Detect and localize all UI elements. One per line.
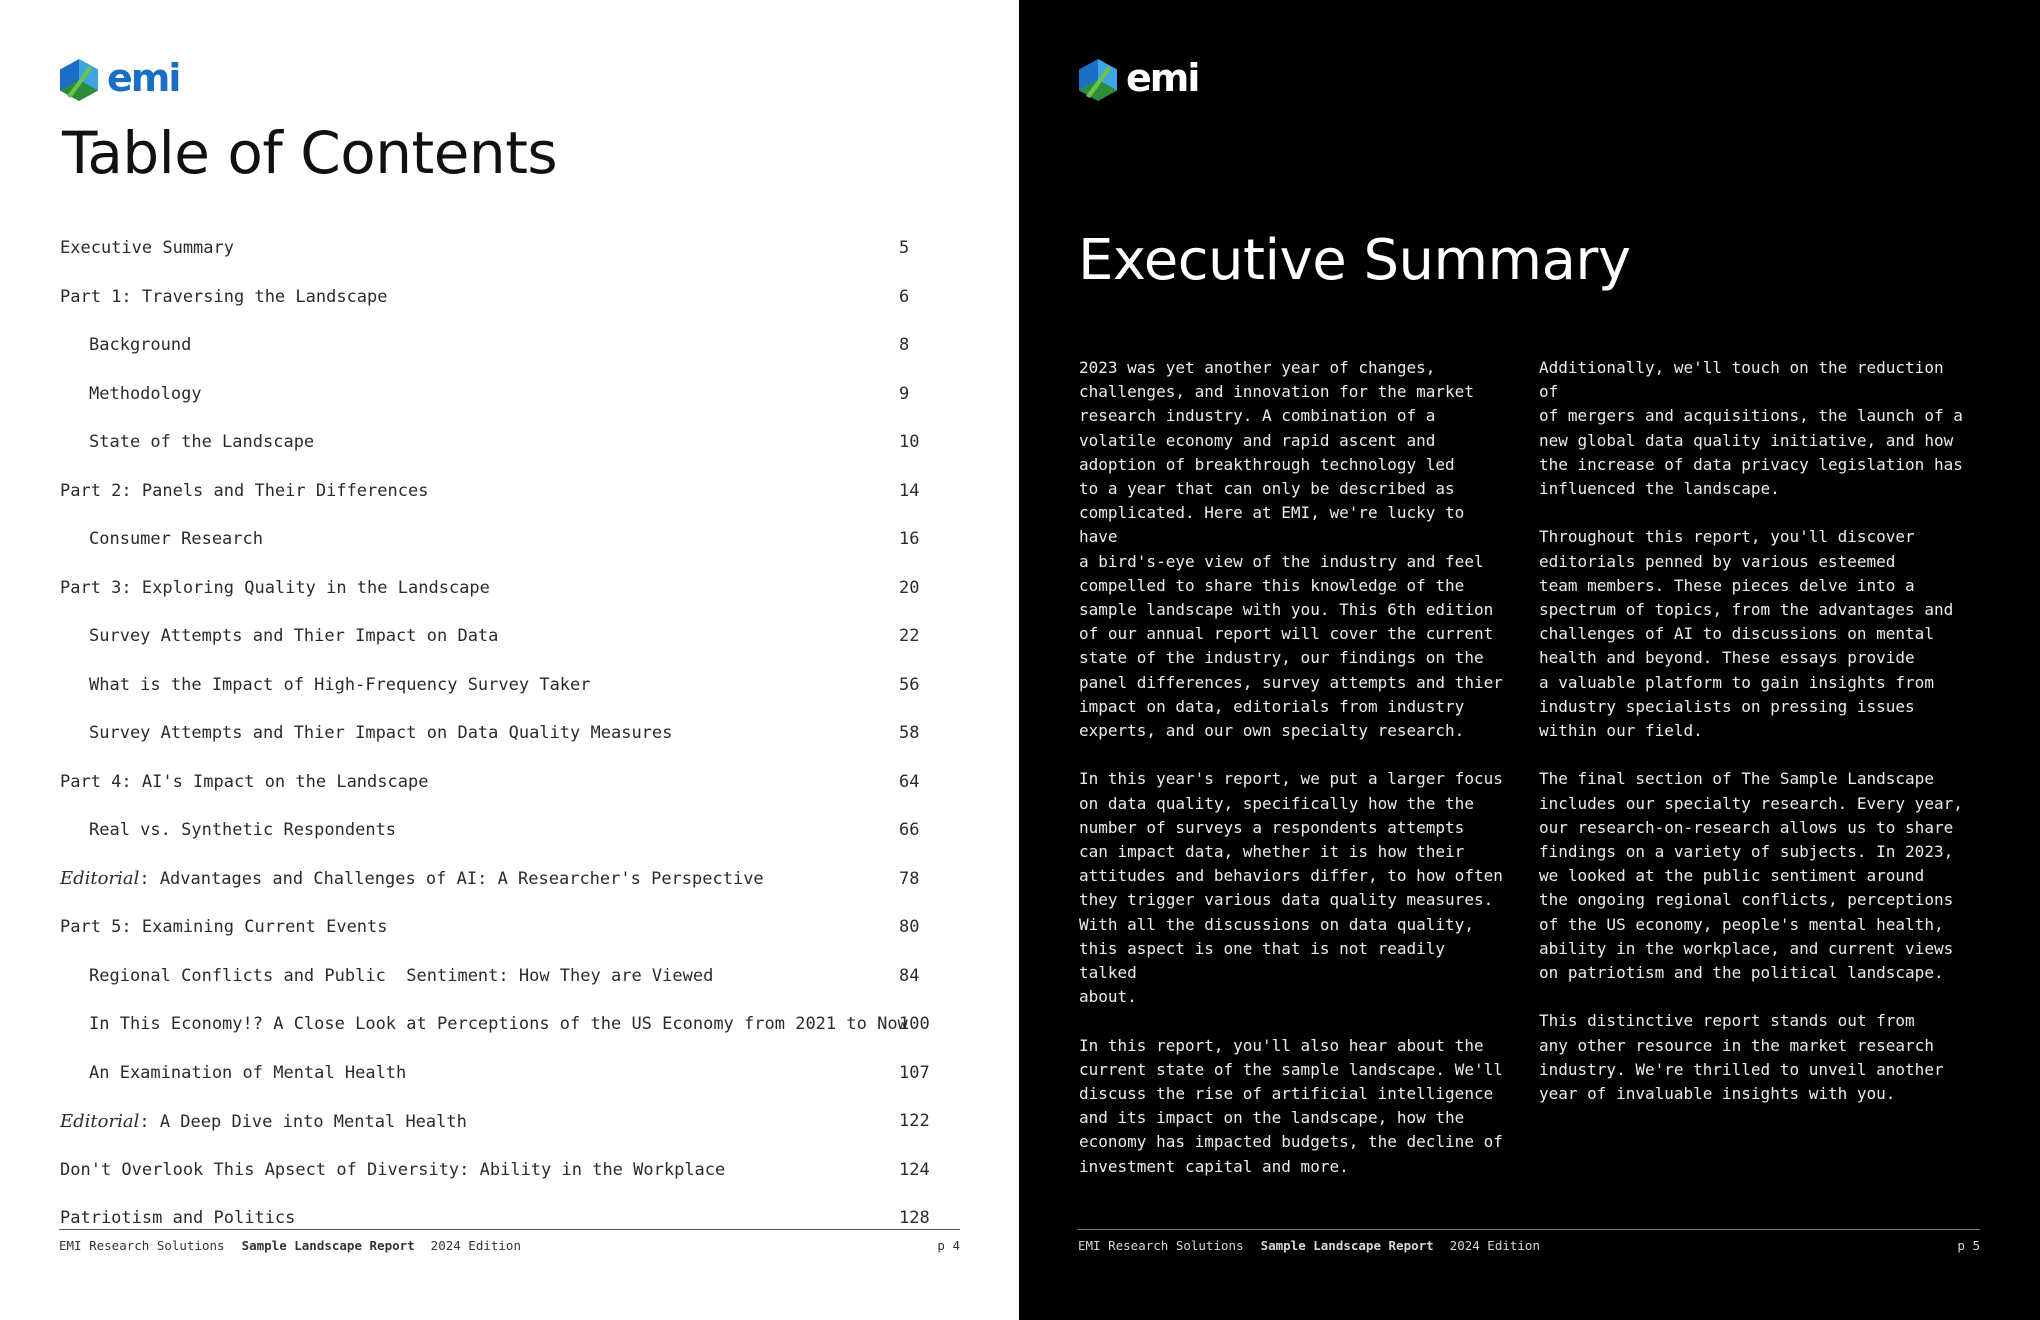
toc-entry-label: Part 1: Traversing the Landscape [60,286,388,307]
toc-entry-label: Real vs. Synthetic Respondents [89,820,397,841]
toc-entry-label: Patriotism and Politics [60,1208,296,1229]
toc-entry[interactable] [60,467,940,516]
toc-entry[interactable] [60,564,940,613]
summary-paragraph: Throughout this report, you'll discover editorials penned by various esteemed team members. These pieces delve into a spectrum of topics, from the advantages and challenges of AI to discussions on mental health and beyond. These essays provide a valuable platform to gain insights from industry specialists on pressing issues within our field. [1539,527,1954,741]
toc-subentry[interactable] [60,418,940,467]
page-footer [1078,1229,1980,1252]
toc-entry-page: 16 [899,529,920,550]
emi-hexagon-icon [59,58,99,102]
toc-subentry[interactable] [60,661,940,710]
toc-entry-page: 124 [899,1159,930,1180]
summary-column-left [1079,356,1509,1203]
toc-subentry[interactable] [60,370,940,419]
page-footer [59,1229,960,1252]
toc-entry-label: Consumer Research [89,529,263,550]
logo-wordmark: emi [1126,56,1199,100]
toc-entry-page: 78 [899,868,920,889]
summary-paragraph: This distinctive report stands out from any other resource in the market research industry. We're thrilled to unveil another year of invaluable insights with you. [1539,1011,1944,1104]
toc-entry-page: 122 [899,1111,930,1132]
toc-entry-label: What is the Impact of High-Frequency Survey Taker [89,674,591,695]
summary-column-right [1539,356,1969,1130]
summary-paragraph: The final section of The Sample Landscape includes our specialty research. Every year, our research-on-research allows us to share findings on a variety of subjects. In 2023, we looked at the public sentiment around the ongoing regional conflicts, perceptions of the US economy, people's mental health, ability in the workplace, and current views on patriotism and the political landscape. [1539,769,1963,983]
toc-subentry[interactable] [60,1000,940,1049]
toc-entry-page: 58 [899,723,920,744]
footer-page-number: p 5 [1957,1238,1980,1253]
toc-entry-label: Part 5: Examining Current Events [60,917,388,938]
toc-entry-label: Methodology [89,383,202,404]
toc-entry-page: 6 [899,286,910,307]
footer-edition: 2024 Edition [1449,1238,1540,1253]
toc-entry-page: 66 [899,820,920,841]
toc-entry-page: 84 [899,965,920,986]
emi-hexagon-icon [1078,58,1118,102]
footer-org: EMI Research Solutions [1078,1238,1244,1253]
toc-entry-page: 107 [899,1062,930,1083]
toc-subentry[interactable] [60,612,940,661]
toc-entry-page: 20 [899,577,920,598]
summary-paragraph: Additionally, we'll touch on the reduction of of mergers and acquisitions, the launch of a new global data quality initiative, and how the increase of data privacy legislation has influenced the landscape. [1539,358,1963,499]
summary-paragraph: 2023 was yet another year of changes, challenges, and innovation for the market research industry. A combination of a volatile economy and rapid ascent and adoption of breakthrough technology led to a year that can only be described as complicated. Here at EMI, we're lucky to have a bird's-eye view of the industry and feel compelled to share this knowledge of the sample landscape with you. This 6th edition of our annual report will cover the current state of the industry, our findings on the panel differences, survey attempts and thier impact on data, editorials from industry experts, and our own specialty research. [1079,358,1503,741]
toc-entry-label: Survey Attempts and Thier Impact on Data Quality Measures [89,723,673,744]
toc-entry-label: Executive Summary [60,238,234,259]
summary-paragraph: In this report, you'll also hear about the current state of the sample landscape. We'll discuss the rise of artificial intelligence and its impact on the landscape, how the economy has impacted budgets, the decline of investment capital and more. [1079,1035,1503,1176]
toc-entry-page: 8 [899,335,910,356]
toc-entry-page: 56 [899,674,920,695]
toc-subentry[interactable] [60,806,940,855]
footer-report-name: Sample Landscape Report [1260,1238,1434,1253]
toc-subentry[interactable] [60,709,940,758]
toc-entry-editorial[interactable] [60,1097,940,1146]
toc-entry-label: Part 4: AI's Impact on the Landscape [60,771,429,792]
toc-subentry[interactable] [60,1049,940,1098]
toc-entry-page: 22 [899,626,920,647]
toc-page [0,0,1019,1320]
toc-subentry[interactable] [60,515,940,564]
toc-entry-page: 10 [899,432,920,453]
toc-entry[interactable] [60,1146,940,1195]
toc-entry[interactable] [60,758,940,807]
page-title: Table of Contents [62,119,558,187]
toc-entry-label: Background [89,335,192,356]
toc-subentry[interactable] [60,952,940,1001]
summary-paragraph: In this year's report, we put a larger focus on data quality, specifically how the the number of surveys a respondents attempts can impact data, whether it is how their attitudes and behaviors differ, to how often they trigger various data quality measures. With all the discussions on data quality, this aspect is one that is not readily talked about. [1079,769,1503,1007]
toc-entry-label: Survey Attempts and Thier Impact on Data [89,626,499,647]
footer-page-number: p 4 [937,1238,960,1253]
toc-entry-label [60,868,764,889]
logo-wordmark: emi [107,56,180,100]
page-title: Executive Summary [1078,228,1631,293]
toc-entry[interactable] [60,224,940,273]
toc-entry[interactable] [60,273,940,322]
editorial-prefix: Editorial [60,868,140,890]
toc-subentry[interactable] [60,321,940,370]
emi-logo [1078,58,1198,102]
toc-entry-page: 80 [899,917,920,938]
toc-entry-label: Regional Conflicts and Public Sentiment: How They are Viewed [89,965,714,986]
editorial-prefix: Editorial [60,1110,140,1132]
toc-entry[interactable] [60,903,940,952]
editorial-title: : A Deep Dive into Mental Health [139,1111,467,1132]
toc-entry-page: 64 [899,771,920,792]
footer-org: EMI Research Solutions [59,1238,225,1253]
toc-entry-page: 5 [899,238,910,259]
executive-summary-page [1019,0,2040,1320]
toc-entry-page: 128 [899,1208,930,1229]
toc-entry-page: 100 [899,1014,930,1035]
editorial-title: : Advantages and Challenges of AI: A Researcher's Perspective [139,869,764,890]
toc-entry-label: State of the Landscape [89,432,315,453]
toc-entry-page: 14 [899,480,920,501]
toc-entry-label [60,1111,467,1132]
toc-entry-label: An Examination of Mental Health [89,1062,407,1083]
table-of-contents [60,224,940,1243]
toc-entry-label: Don't Overlook This Apsect of Diversity: Ability in the Workplace [60,1159,726,1180]
toc-entry-label: Part 3: Exploring Quality in the Landscape [60,577,490,598]
toc-entry-page: 9 [899,383,910,404]
toc-entry-editorial[interactable] [60,855,940,904]
footer-report-name: Sample Landscape Report [241,1238,415,1253]
toc-entry-label: In This Economy!? A Close Look at Perceptions of the US Economy from 2021 to Now [89,1014,908,1035]
toc-entry-label: Part 2: Panels and Their Differences [60,480,429,501]
emi-logo [59,58,179,102]
footer-edition: 2024 Edition [430,1238,521,1253]
